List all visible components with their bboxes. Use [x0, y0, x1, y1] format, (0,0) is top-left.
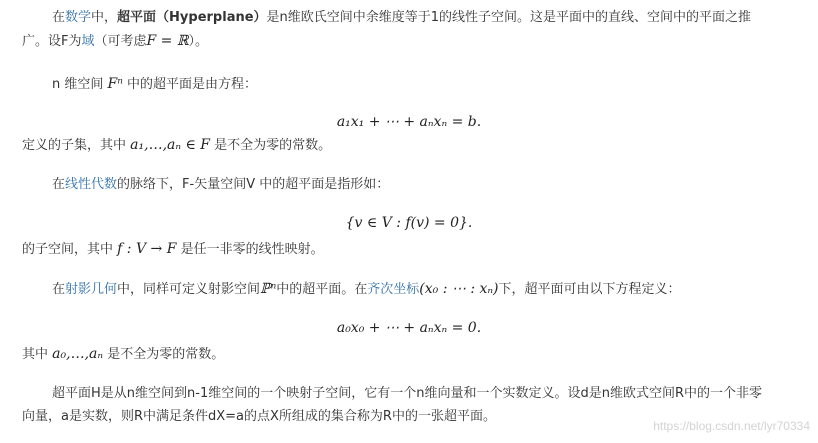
text: 是不全为零的常数。 [214, 138, 332, 153]
term-hyperplane: 超平面（Hyperplane） [117, 10, 267, 25]
text: 其中 [22, 347, 49, 362]
formula-fn: Fⁿ [107, 76, 123, 92]
link-projective-geometry[interactable]: 射影几何 [65, 282, 118, 297]
equation-1: a₁x₁ + ⋯ + aₙxₙ = b. [336, 114, 482, 130]
definition-line-1: 超平面H是从n维空间到n-1维空间的一个映射子空间，它有一个n维向量和一个实数定义。设d是n维欧式空间R中的一个非零 [52, 386, 762, 401]
hyperplane-in-fn-text [52, 75, 257, 94]
formula-f-equals-r: F = ℝ [146, 33, 189, 49]
subset-definition-text [22, 136, 331, 155]
definition-line-2: 向量，a是实数，则R中满足条件dX=a的点X所组成的集合称为R中的一张超平面。 [22, 409, 496, 424]
linear-algebra-text [52, 176, 389, 194]
formula-coefficients-0: a₀,…,aₙ [52, 346, 104, 362]
text: 下，超平面可由以下方程定义： [498, 282, 681, 297]
watermark: https://blog.csdn.net/lyr70334 [653, 419, 810, 433]
link-homogeneous-coordinates[interactable]: 齐次坐标 [367, 282, 420, 297]
link-field[interactable]: 域 [81, 34, 95, 49]
formula-pn: ℙⁿ [260, 281, 277, 297]
text: 的脉络下，F-矢量空间V 中的超平面是指形如： [117, 177, 390, 192]
formula-coords: (x₀ : ⋯ : xₙ) [419, 281, 499, 297]
text: （可考虑 [94, 34, 147, 49]
text: 广。设F为 [22, 34, 82, 49]
text: 中， [91, 10, 118, 25]
intro-line-1 [52, 9, 751, 27]
text: ）。 [188, 34, 209, 49]
text: 中，同样可定义射影空间 [117, 282, 261, 297]
formula-coefficients: a₁,…,aₙ ∈ F [130, 137, 211, 153]
link-mathematics[interactable]: 数学 [65, 10, 92, 25]
formula-linear-map: f : V → F [117, 241, 177, 257]
text: 中的超平面。在 [276, 282, 368, 297]
link-linear-algebra[interactable]: 线性代数 [65, 177, 118, 192]
text: 是任一非零的线性映射。 [180, 242, 324, 257]
text: 中的超平面是由方程： [127, 77, 258, 92]
equation-2: {v ∈ V : f(v) = 0}. [345, 215, 473, 231]
text: 在 [52, 282, 66, 297]
text: 的子空间，其中 [22, 242, 114, 257]
constants-text [22, 345, 224, 364]
projective-geometry-text [52, 280, 681, 299]
text: 在 [52, 10, 66, 25]
intro-line-2 [22, 32, 208, 51]
subspace-text [22, 240, 324, 259]
text: n 维空间 [52, 77, 104, 92]
text: 是不全为零的常数。 [107, 347, 225, 362]
equation-3: a₀x₀ + ⋯ + aₙxₙ = 0. [336, 320, 482, 336]
text: 定义的子集，其中 [22, 138, 127, 153]
text: 在 [52, 177, 66, 192]
text: 是n维欧氏空间中余维度等于1的线性子空间。这是平面中的直线、空间中的平面之推 [266, 10, 752, 25]
